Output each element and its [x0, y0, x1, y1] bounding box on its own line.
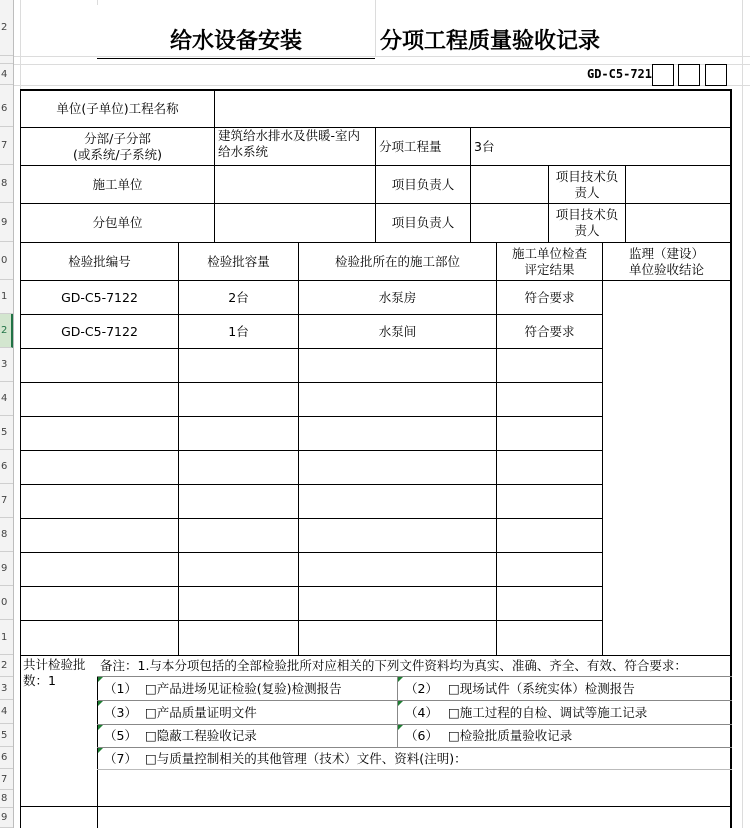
contractor-label: 施工单位	[92, 176, 143, 192]
row-header[interactable]: 0	[0, 586, 13, 620]
cell-marker	[98, 748, 103, 753]
title-left: 给水设备安装	[169, 29, 302, 55]
table-row-1-capacity[interactable]: 2台	[228, 289, 249, 305]
doc-5-num: （5）	[104, 728, 137, 744]
row-header[interactable]: 1	[0, 280, 13, 314]
cell-marker	[98, 701, 103, 706]
gridline	[14, 85, 750, 86]
doc-1-num: （1）	[104, 680, 137, 696]
sub-tech-manager-label	[549, 204, 625, 242]
row-header[interactable]: 1	[0, 620, 13, 655]
total-batches-line2: 数：1	[23, 672, 56, 688]
unit-project-value[interactable]	[218, 91, 728, 127]
hline	[20, 518, 603, 519]
row-header[interactable]: 9	[0, 808, 13, 828]
doc-3-text[interactable]: □产品质量证明文件	[145, 704, 257, 720]
tech-manager-label-line1: 项目技术负	[555, 168, 619, 184]
tech-manager-label-line2: 责人	[574, 184, 600, 200]
row-header[interactable]: 4	[0, 382, 13, 416]
cell-marker	[398, 677, 403, 682]
hline	[20, 348, 603, 349]
row-header[interactable]: 7	[0, 484, 13, 518]
header-check-result	[497, 243, 602, 280]
doc-4-num: （4）	[405, 704, 438, 720]
row-header[interactable]: 4	[0, 700, 13, 724]
gridline	[742, 0, 743, 828]
row-header[interactable]: 9	[0, 552, 13, 586]
doc-5-text[interactable]: □隐蔽工程验收记录	[145, 728, 257, 744]
hline	[97, 769, 732, 770]
doc-2-text[interactable]: □现场试件（系统实体）检测报告	[448, 680, 635, 696]
cell-marker	[98, 677, 103, 682]
gridline	[20, 0, 21, 90]
table-row-1-result[interactable]: 符合要求	[524, 289, 575, 305]
row-header[interactable]: 2	[0, 655, 13, 677]
hline	[20, 806, 732, 807]
gridline	[97, 0, 98, 5]
row-header[interactable]: 8	[0, 518, 13, 552]
sub-part-value-line1: 建筑给水排水及供暖-室内	[218, 128, 361, 143]
hline	[20, 552, 603, 553]
header-supervision	[603, 243, 730, 280]
doc-6-num: （6）	[405, 728, 438, 744]
title-right: 分项工程质量验收记录	[380, 29, 601, 55]
row-header[interactable]: 3	[0, 677, 13, 700]
hline	[20, 620, 603, 621]
cell-marker	[398, 725, 403, 730]
header-batch-no: 检验批编号	[68, 253, 131, 269]
row-header[interactable]: 5	[0, 724, 13, 747]
row-header[interactable]: 6	[0, 91, 13, 127]
sub-part-label-line1: 分部/子分部	[84, 130, 151, 146]
row-header[interactable]	[0, 56, 13, 64]
vline	[214, 89, 215, 242]
vline	[470, 127, 471, 242]
sub-tech-manager-label-line1: 项目技术负	[555, 207, 619, 223]
header-check-line1: 施工单位检查	[511, 245, 587, 261]
table-row-2-capacity[interactable]: 1台	[228, 323, 249, 339]
border-right	[730, 89, 732, 828]
subcontractor-label: 分包单位	[92, 215, 143, 231]
hline	[20, 484, 603, 485]
sub-part-label	[21, 128, 214, 165]
sub-part-value-line2: 给水系统	[218, 143, 269, 159]
summary-note: 备注：1.与本分项包括的全部检验批所对应相关的下列文件资料均为真实、准确、齐全、有效、符合要求：	[100, 658, 687, 674]
table-row-2-result[interactable]: 符合要求	[524, 323, 575, 339]
total-batches-line1: 共计检验批	[23, 657, 86, 672]
table-row-1-batch-no[interactable]: GD-C5-7122	[61, 289, 138, 305]
row-header[interactable]: 4	[0, 64, 13, 85]
doc-3-num: （3）	[104, 704, 137, 720]
row-header[interactable]: 8	[0, 790, 13, 808]
row-header[interactable]: 0	[0, 242, 13, 280]
unit-project-label: 单位(子单位)工程名称	[56, 101, 179, 117]
gridline	[375, 0, 376, 56]
code-box-2[interactable]	[678, 64, 700, 86]
doc-6-text[interactable]: □检验批质量验收记录	[448, 728, 573, 744]
table-row-2-location[interactable]: 水泵间	[378, 323, 417, 339]
row-header[interactable]: 8	[0, 165, 13, 203]
row-header[interactable]: 2	[0, 0, 13, 56]
sub-part-value[interactable]	[218, 128, 375, 165]
header-capacity: 检验批容量	[207, 253, 270, 269]
sub-part-label-line2: (或系统/子系统)	[73, 146, 162, 162]
vline	[397, 676, 398, 747]
header-supervision-line1: 监理（建设）	[628, 245, 704, 261]
doc-2-num: （2）	[405, 680, 438, 696]
hline	[20, 416, 603, 417]
hline	[20, 382, 603, 383]
row-header[interactable]: 6	[0, 747, 13, 769]
sub-project-manager-label: 项目负责人	[391, 215, 455, 231]
tech-manager-label	[549, 166, 625, 203]
header-check-line2: 评定结果	[524, 261, 575, 277]
row-header[interactable]: 6	[0, 450, 13, 484]
row-header[interactable]: 7	[0, 769, 13, 790]
code-box-1[interactable]	[652, 64, 674, 86]
row-header-selected[interactable]: 2	[0, 314, 13, 348]
row-header[interactable]: 3	[0, 348, 13, 382]
doc-4-text[interactable]: □施工过程的自检、调试等施工记录	[448, 704, 648, 720]
total-batches	[23, 657, 97, 697]
doc-7-num: （7）	[104, 750, 137, 766]
row-header[interactable]: 7	[0, 127, 13, 165]
project-manager-label: 项目负责人	[391, 176, 455, 192]
table-row-1-location[interactable]: 水泵房	[378, 289, 417, 305]
title-underline	[97, 58, 375, 59]
hline	[20, 450, 603, 451]
item-qty-value[interactable]: 3台	[474, 138, 495, 154]
vline	[625, 165, 626, 242]
doc-7-text[interactable]: □与质量控制相关的其他管理（技术）文件、资料(注明)：	[145, 750, 467, 766]
item-qty-label: 分项工程量	[379, 138, 442, 154]
table-row-2-batch-no[interactable]: GD-C5-7122	[61, 323, 138, 339]
header-location: 检验批所在的施工部位	[334, 253, 460, 269]
vline	[602, 242, 603, 655]
sub-tech-manager-label-line2: 责人	[574, 223, 600, 238]
cell-marker	[398, 701, 403, 706]
cell-marker	[98, 725, 103, 730]
doc-1-text[interactable]: □产品进场见证检验(复验)检测报告	[145, 680, 342, 696]
code-box-3[interactable]	[705, 64, 727, 86]
hline	[20, 586, 603, 587]
row-header[interactable]: 9	[0, 203, 13, 242]
row-header[interactable]: 5	[0, 416, 13, 450]
header-supervision-line2: 单位验收结论	[628, 261, 704, 277]
form-code: GD-C5-721	[586, 67, 652, 81]
